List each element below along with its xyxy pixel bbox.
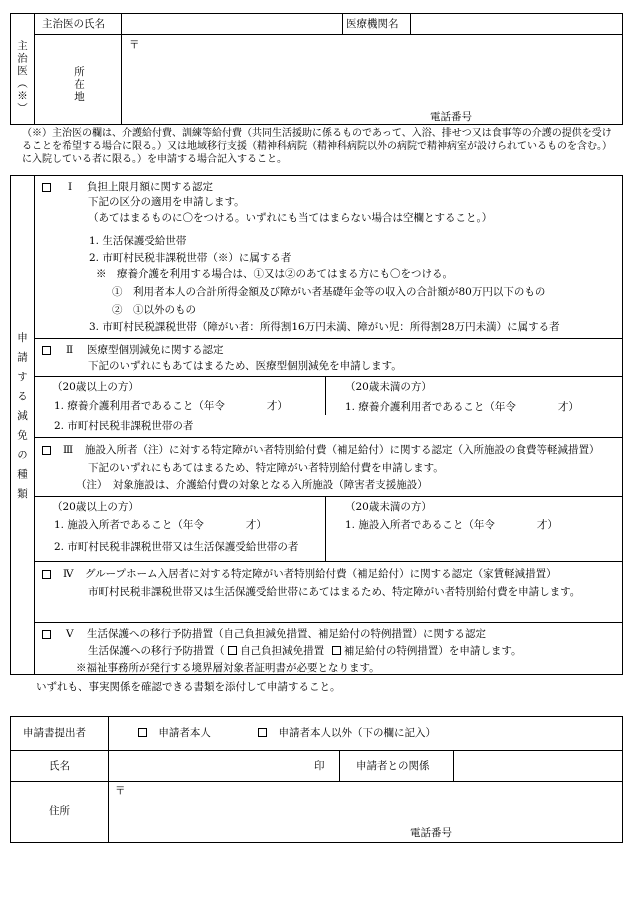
sec1-line2: （あてはまるものに〇をつける。いずれにも当てはまらない場合は空欄とすること。） bbox=[88, 212, 493, 224]
footer-note: いずれも、事実関係を確認できる書類を添付して申請すること。 bbox=[36, 681, 341, 693]
sec5-number: Ⅴ bbox=[66, 628, 74, 640]
sec3-right-item1[interactable]: 1. 施設入所者であること（年令 才） bbox=[345, 519, 558, 531]
seal-mark: 印 bbox=[314, 760, 325, 772]
sec3-number: Ⅲ bbox=[63, 444, 74, 456]
sec5-line2: ※福祉事務所が発行する境界層対象者証明書が必要となります。 bbox=[76, 662, 380, 674]
sec2-line1: 下記のいずれにもあてはまるため、医療型個別減免を申請します。 bbox=[88, 360, 402, 372]
doctor-note: （※）主治医の欄は、介護給付費、訓練等給付費（共同生活援助に係るものであって、入浴、排せつ又は食事等の介護の提供を受けることを希望する場合に限る。）又は地域移行支援（精神科病院（精神科病院以外の病院で精神病室が設けられているものを含む。）に入院している者に限る。）を申請する場合記入すること。 bbox=[22, 128, 612, 165]
sec3-left-item1[interactable]: 1. 施設入所者であること（年令 才） bbox=[54, 519, 267, 531]
sec4-check[interactable] bbox=[42, 568, 51, 582]
sec5-opt1-label: 自己負担減免措置 bbox=[240, 645, 325, 657]
doctor-phone-label: 電話番号 bbox=[430, 111, 472, 123]
sec5-opt2-label: 補足給付の特例措置）を申請します。 bbox=[343, 645, 522, 657]
sec1-number: Ⅰ bbox=[68, 181, 73, 193]
sec2-left-item1[interactable]: 1. 療養介護利用者であること（年令 才） bbox=[54, 400, 288, 412]
sec5-check[interactable] bbox=[42, 628, 51, 642]
sec1-line1: 下記の区分の適用を申請します。 bbox=[88, 196, 245, 208]
sec3-line2: （注） 対象施設は、介護給付費の対象となる入所施設（障害者支援施設） bbox=[76, 479, 428, 491]
sec5-line1 bbox=[88, 644, 522, 658]
sec1-item3[interactable]: 3. 市町村民税課税世帯（障がい者：所得割16万円未満、障がい児：所得割28万円未満）に属する者 bbox=[89, 321, 560, 333]
sec1-title: 負担上限月額に関する認定 bbox=[87, 181, 213, 193]
submitter-phone-label: 電話番号 bbox=[410, 827, 452, 839]
sec2-check[interactable] bbox=[42, 344, 51, 358]
submitter-name-label: 氏名 bbox=[49, 760, 70, 772]
submitter-options bbox=[138, 726, 436, 740]
sec1-item2[interactable]: 2. 市町村民税非課税世帯（※）に属する者 bbox=[89, 252, 292, 264]
sec4-line1: 市町村民税非課税世帯又は生活保護受給世帯にあてはまるため、特定障がい者特別給付費を申請します。 bbox=[88, 586, 581, 598]
sec1-note: ※ 療養介護を利用する場合は、①又は②のあてはまる方にも〇をつける。 bbox=[96, 268, 453, 280]
doctor-address-field[interactable] bbox=[123, 36, 621, 122]
sec2-title: 医療型個別減免に関する認定 bbox=[87, 344, 224, 356]
sec3-line1: 下記のいずれにもあてはまるため、特定障がい者特別給付費を申請します。 bbox=[88, 462, 444, 474]
sec2-right-head: （20歳未満の方） bbox=[345, 381, 432, 393]
submitter-postal-mark: 〒 bbox=[115, 785, 126, 797]
doctor-postal-mark: 〒 bbox=[129, 39, 140, 51]
sec5-title: 生活保護への移行予防措置（自己負担減免措置、補足給付の特例措置）に関する認定 bbox=[87, 628, 486, 640]
doctor-address-label: 所在地 bbox=[73, 66, 85, 104]
sec2-left-item2[interactable]: 2. 市町村民税非課税世帯の者 bbox=[54, 420, 194, 432]
doctor-name-field[interactable] bbox=[123, 15, 340, 33]
sec4-title: グループホーム入居者に対する特定障がい者特別給付費（補足給付）に関する認定（家賃軽減措置） bbox=[85, 568, 557, 580]
relation-field[interactable] bbox=[455, 752, 621, 779]
submitter-address-label: 住所 bbox=[49, 805, 70, 817]
submitter-other-check[interactable] bbox=[258, 728, 267, 737]
sec2-right-item1[interactable]: 1. 療養介護利用者であること（年令 才） bbox=[345, 401, 579, 413]
sec3-right-head: （20歳未満の方） bbox=[345, 501, 432, 513]
doctor-name-label: 主治医の氏名 bbox=[42, 18, 105, 30]
submitter-name-field[interactable] bbox=[110, 752, 300, 779]
doctor-side-label: 主治医（※） bbox=[16, 40, 28, 115]
submitter-self-check[interactable] bbox=[138, 728, 147, 737]
institution-field[interactable] bbox=[412, 15, 621, 33]
sec2-number: Ⅱ bbox=[66, 344, 74, 356]
sec2-left-head: （20歳以上の方） bbox=[52, 381, 139, 393]
sec5-opt2-check[interactable] bbox=[332, 646, 341, 655]
sec1-sub2[interactable]: ② ①以外のもの bbox=[112, 304, 196, 316]
submitter-other-label: 申請者本人以外（下の欄に記入） bbox=[278, 727, 437, 739]
submitter-address-field[interactable] bbox=[110, 783, 621, 841]
sec5-opt1-check[interactable] bbox=[228, 646, 237, 655]
sec3-left-head: （20歳以上の方） bbox=[52, 501, 139, 513]
sec1-item1[interactable]: 1. 生活保護受給世帯 bbox=[89, 235, 187, 247]
sec3-title: 施設入所者（注）に対する特定障がい者特別給付費（補足給付）に関する認定（入所施設の食費等軽減措置） bbox=[85, 444, 600, 456]
sec3-check[interactable] bbox=[42, 444, 51, 458]
submitter-label: 申請書提出者 bbox=[23, 727, 86, 739]
sec5-line1-text: 生活保護への移行予防措置（ bbox=[88, 645, 225, 657]
submitter-self-label: 申請者本人 bbox=[158, 727, 211, 739]
relation-label: 申請者との関係 bbox=[356, 760, 430, 772]
institution-label: 医療機関名 bbox=[346, 18, 399, 30]
sec1-sub1[interactable]: ① 利用者本人の合計所得金額及び障がい者基礎年金等の収入の合計額が80万円以下のもの bbox=[112, 286, 546, 298]
sec4-number: Ⅳ bbox=[63, 568, 74, 580]
reduction-side-label: 申請する減免の種類 bbox=[16, 332, 28, 508]
sec3-left-item2[interactable]: 2. 市町村民税非課税世帯又は生活保護受給世帯の者 bbox=[54, 541, 299, 553]
sec1-check[interactable] bbox=[42, 181, 51, 195]
